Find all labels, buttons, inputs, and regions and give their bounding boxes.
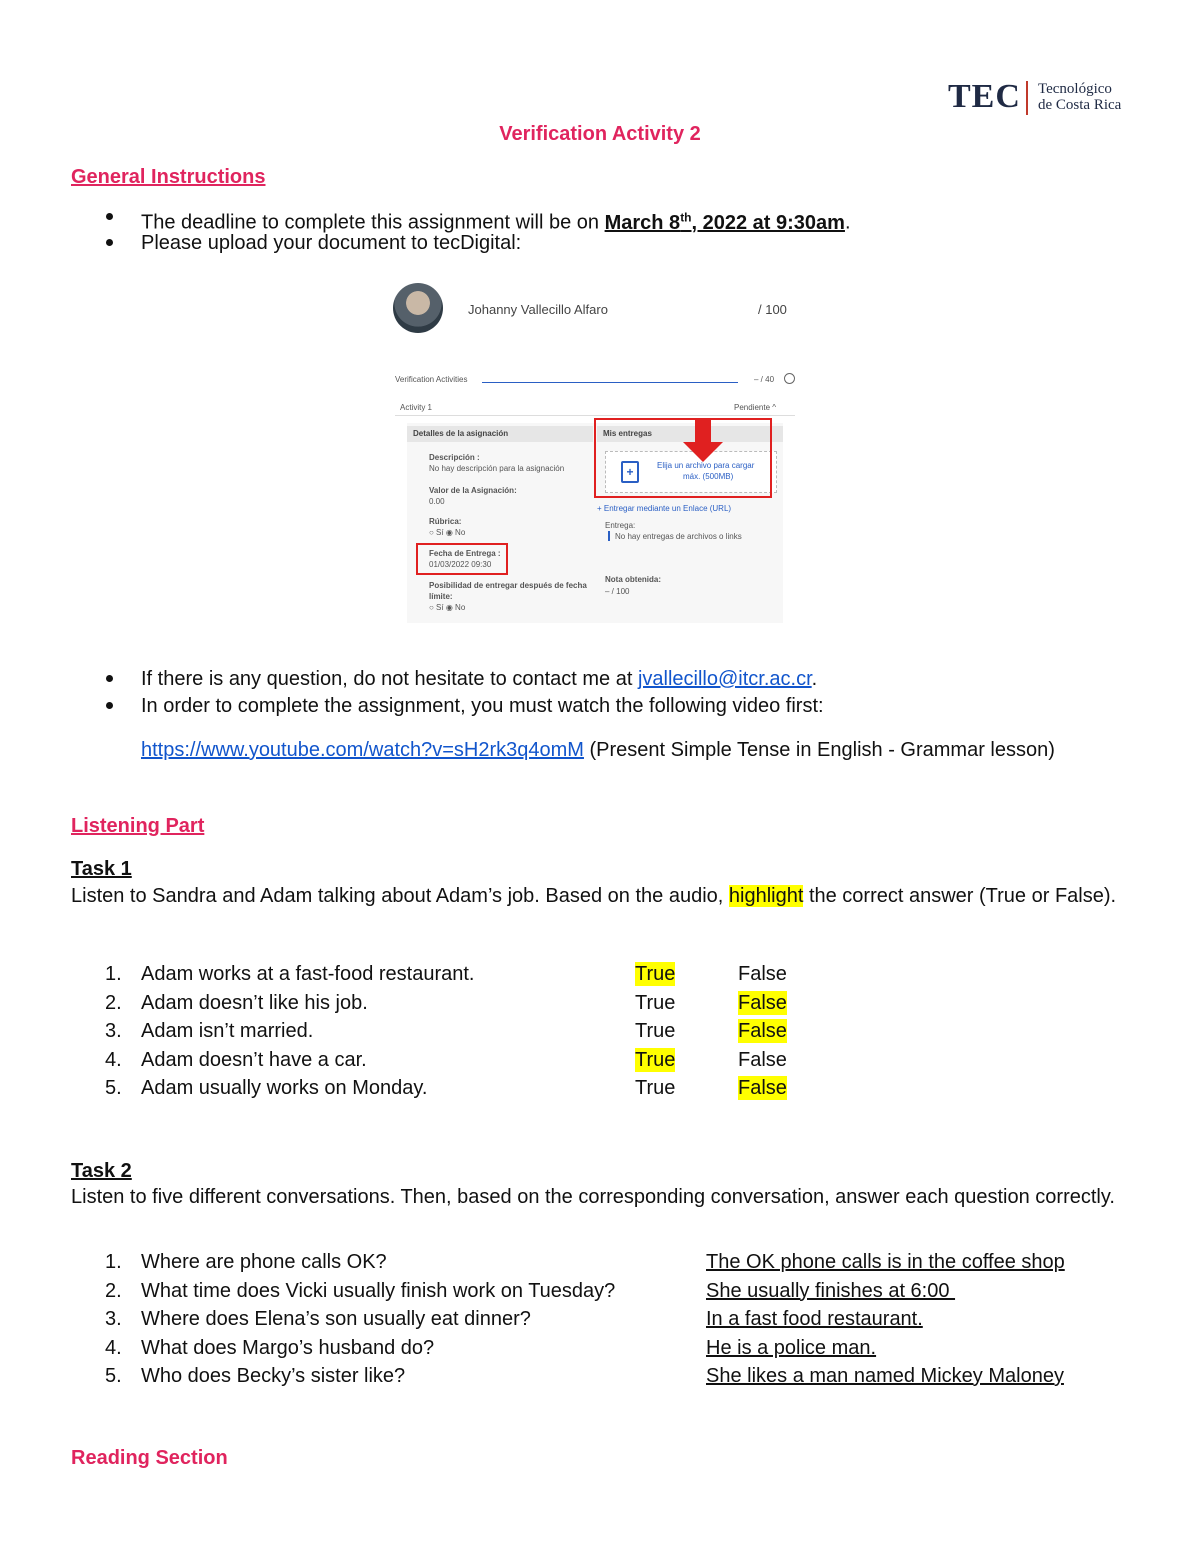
upload-bullet: Please upload your document to tecDigital: [141, 232, 522, 254]
reading-heading: Reading Section [71, 1447, 228, 1469]
video-line [141, 738, 1055, 762]
logo-line-1: Tecnológico [1038, 81, 1112, 97]
video-bullet: In order to complete the assignment, you must watch the following video first: [141, 695, 824, 717]
item-number: 5. [105, 1077, 122, 1099]
assignment-panel [407, 423, 783, 623]
upload-limit: máx. (500MB) [683, 472, 734, 481]
due-date-highlight-box [416, 543, 508, 575]
task1-instr-highlight: highlight [728, 885, 804, 907]
late-label-2: límite: [429, 592, 453, 601]
item-number: 5. [105, 1365, 122, 1387]
task2-row [71, 1364, 1131, 1390]
deadline-date [605, 212, 845, 234]
task2-row [71, 1250, 1131, 1276]
task1-row [71, 1019, 1071, 1045]
item-number: 3. [105, 1308, 122, 1330]
logo-divider [1026, 81, 1028, 115]
document-title: Verification Activity 2 [499, 123, 701, 145]
item-number: 3. [105, 1020, 122, 1042]
activity-label: Activity 1 [400, 403, 433, 412]
deadline-text: The deadline to complete this assignment will be on [141, 211, 605, 234]
late-label: Posibilidad de entregar después de fecha [429, 581, 587, 590]
statement-text: Adam doesn’t like his job. [141, 991, 368, 1014]
statement-text: Adam doesn’t have a car. [141, 1048, 367, 1071]
task2-row [71, 1279, 1131, 1305]
section-underline [482, 382, 738, 383]
bullet-dot [106, 239, 113, 246]
red-down-arrow-icon [695, 420, 711, 442]
task1-instr-post: the correct answer (True or False). [803, 885, 1117, 907]
answer-text: She likes a man named Mickey Maloney [706, 1365, 1064, 1387]
statement-text: Adam works at a fast-food restaurant. [141, 963, 475, 985]
tecdigital-screenshot [390, 278, 810, 628]
contact-bullet [141, 667, 817, 691]
grade-value: – / 100 [605, 587, 630, 596]
option-false: False [738, 991, 787, 1014]
detail-header: Detalles de la asignación [413, 429, 509, 438]
task1-row [71, 991, 1071, 1017]
due-label: Fecha de Entrega : [429, 549, 501, 558]
option-true: True [635, 1048, 676, 1071]
item-number: 4. [105, 1048, 122, 1071]
submissions-header: Mis entregas [603, 429, 652, 438]
item-number: 4. [105, 1336, 122, 1359]
question-text: What does Margo’s husband do? [141, 1336, 435, 1359]
task1-instr-pre: Listen to Sandra and Adam talking about Adam’s job. Based on the audio, [71, 885, 729, 907]
video-description: (Present Simple Tense in English - Grammar lesson) [583, 739, 1055, 761]
video-link[interactable]: https://www.youtube.com/watch?v=sH2rk3q4omM [141, 739, 584, 761]
question-text: Who does Becky’s sister like? [141, 1365, 406, 1387]
option-true: True [635, 963, 676, 985]
statement-text: Adam isn’t married. [141, 1020, 314, 1042]
option-false: False [738, 1077, 787, 1099]
section-score: – / 40 [754, 375, 775, 384]
deadline-suffix: th [680, 210, 692, 224]
red-down-arrowhead-icon [683, 442, 723, 462]
logo-mark: TEC [948, 78, 1021, 115]
value-label: Valor de la Asignación: [429, 486, 517, 495]
task2-instructions: Listen to five different conversations. Then, based on the corresponding conversation, answer each question correctly. [71, 1186, 1115, 1208]
answer-text: In a fast food restaurant. [706, 1308, 923, 1330]
logo-line-2: de Costa Rica [1038, 97, 1122, 113]
deadline-period: . [844, 211, 851, 234]
url-link[interactable]: + Entregar mediante un Enlace (URL) [597, 504, 732, 513]
email-link[interactable]: jvallecillo@itcr.ac.cr [637, 668, 812, 690]
delivery-marker [608, 531, 610, 541]
task1-row [71, 962, 1071, 988]
option-true: True [635, 1077, 676, 1099]
student-name: Johanny Vallecillo Alfaro [468, 302, 608, 317]
task1-row [71, 1076, 1071, 1102]
delivery-label: Entrega: [605, 521, 636, 530]
question-text: Where are phone calls OK? [141, 1251, 387, 1273]
activity-status: Pendiente ^ [734, 403, 777, 412]
activity-divider [395, 415, 795, 416]
rubric-value: ○ Sí ◉ No [429, 528, 466, 537]
value-value: 0.00 [429, 497, 445, 506]
general-instructions-heading: General Instructions [71, 166, 266, 188]
item-number: 1. [105, 1251, 122, 1273]
item-number: 2. [105, 1279, 122, 1302]
student-score: / 100 [758, 302, 787, 317]
option-false: False [738, 963, 787, 985]
bullet-dot [106, 675, 113, 682]
option-true: True [635, 1020, 676, 1042]
rubric-label: Rúbrica: [429, 517, 462, 526]
upload-text: Elija un archivo para cargar [657, 461, 755, 470]
section-label: Verification Activities [395, 375, 468, 384]
task1-title: Task 1 [71, 858, 132, 880]
contact-text: If there is any question, do not hesitate to contact me at [141, 668, 638, 690]
item-number: 2. [105, 991, 122, 1014]
bullet-dot [106, 213, 113, 220]
deadline-month-day: March 8 [604, 211, 681, 234]
grade-label: Nota obtenida: [605, 575, 661, 584]
question-text: What time does Vicki usually finish work on Tuesday? [141, 1279, 616, 1302]
item-number: 1. [105, 963, 122, 985]
statement-text: Adam usually works on Monday. [141, 1077, 428, 1099]
option-false: False [738, 1048, 787, 1071]
answer-text: She usually finishes at 6:00 [706, 1279, 956, 1302]
answer-text: He is a police man. [706, 1336, 877, 1359]
late-value: ○ Sí ◉ No [429, 603, 466, 612]
description-value: No hay descripción para la asignación [429, 464, 565, 473]
task1-row [71, 1048, 1071, 1074]
institution-logo [948, 78, 1128, 118]
question-text: Where does Elena’s son usually eat dinner? [141, 1308, 531, 1330]
task2-title: Task 2 [71, 1160, 132, 1182]
description-label: Descripción : [429, 453, 480, 462]
avatar [393, 283, 443, 333]
option-true: True [635, 991, 676, 1014]
bullet-dot [106, 702, 113, 709]
deadline-year-time: , 2022 at 9:30am [691, 211, 845, 234]
contact-period: . [811, 668, 818, 690]
option-false: False [738, 1020, 787, 1042]
task1-instructions [71, 883, 1141, 909]
file-upload-icon: + [621, 461, 639, 483]
minus-circle-icon [784, 373, 795, 384]
task2-row [71, 1336, 1131, 1362]
due-value: 01/03/2022 09:30 [429, 560, 492, 569]
task2-row [71, 1307, 1131, 1333]
answer-text: The OK phone calls is in the coffee shop [706, 1251, 1065, 1273]
delivery-value: No hay entregas de archivos o links [615, 532, 742, 541]
listening-heading: Listening Part [71, 815, 205, 837]
